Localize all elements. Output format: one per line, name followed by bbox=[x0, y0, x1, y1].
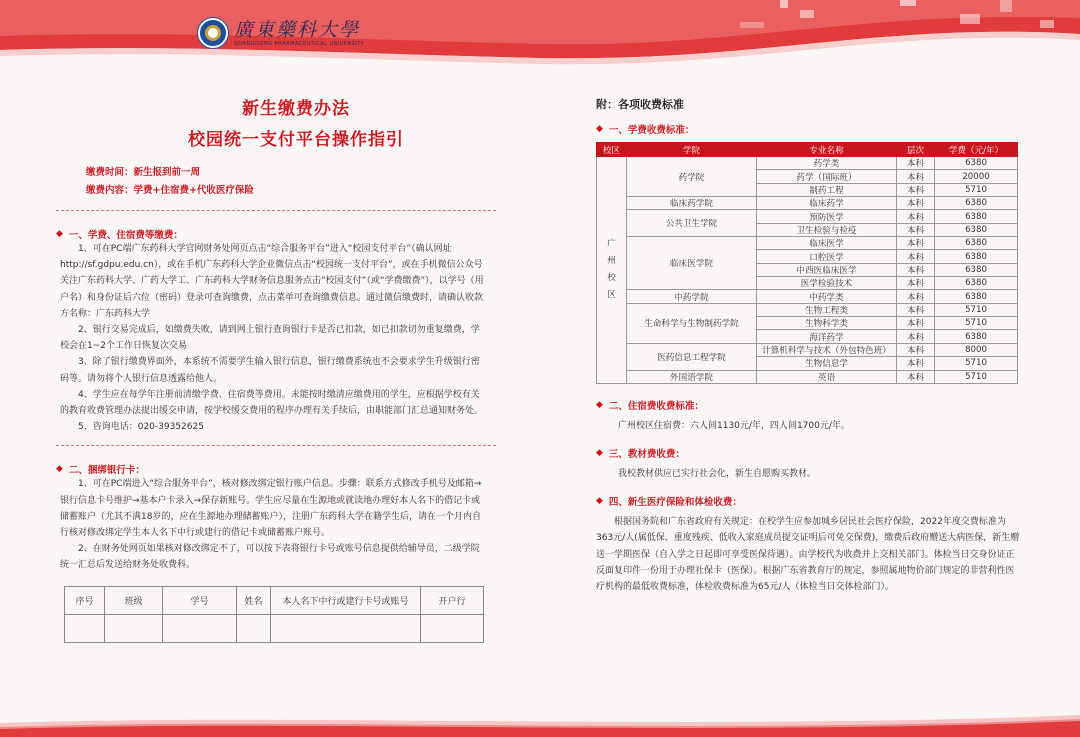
fee-cell: 5710 bbox=[935, 303, 1018, 316]
college-cell: 公共卫生学院 bbox=[627, 210, 757, 237]
dorm-fee-text: 广州校区住宿费：六人间1130元/年，四人间1700元/年。 bbox=[618, 420, 850, 431]
level-cell: 本科 bbox=[897, 357, 935, 370]
col-header: 学院 bbox=[627, 143, 757, 157]
college-cell: 中药学院 bbox=[627, 290, 757, 303]
fee-cell: 6380 bbox=[935, 277, 1018, 290]
major-cell: 中西医临床医学 bbox=[757, 263, 897, 276]
diamond-bullet-icon: ◆ bbox=[596, 124, 603, 134]
campus-cell: 广州校区 bbox=[597, 157, 627, 384]
college-cell: 药学院 bbox=[627, 157, 757, 197]
fee-cell: 5710 bbox=[935, 183, 1018, 196]
fee-cell: 20000 bbox=[935, 170, 1018, 183]
divider bbox=[56, 210, 496, 211]
col-header: 序号 bbox=[65, 586, 105, 614]
diamond-bullet-icon: ◆ bbox=[596, 496, 603, 507]
level-cell: 本科 bbox=[897, 317, 935, 330]
insurance-fee-text: 根据国务院和广东省政府有关规定：在校学生应参加城乡居民社会医疗保险，2022年度交费标准为363元/人(属低保、重度残疾、低收入家庭成员提交证明后可免交保费)，缴费后政府赠送大病医保，新生赠送一学期医保（自入学之日起即可享受医保待遇）。由学校代为收费并上交相关部门。体检当日交身份证正反面复印件一份用于办理社保卡（医保）。根据广东省教育厅的规定，参照属地物价部门规定的非营利性医疗机构的最低收费标准，体检收费标准为65元/人（体检当日交体检部门）。 bbox=[596, 517, 1020, 593]
table-row bbox=[597, 343, 1018, 356]
major-cell: 英语 bbox=[757, 370, 897, 383]
paragraph: 1、可在PC端进入“综合服务平台”，核对修改绑定银行账户信息。步骤：联系方式修改手机号及邮箱→银行信息卡号维护→基本户卡录入→保存新账号。学生应尽量在生源地或就读地办理好本人名下的借记卡或储蓄账户（尤其不满18岁的，应在生源地办理储蓄账户），注册广东药科大学在籍学生后，请在一个月内自行核对修改绑定学生本人名下中行或建行的借记卡或储蓄账户账号。 bbox=[60, 479, 482, 539]
table-row bbox=[597, 290, 1018, 303]
fee-cell: 6380 bbox=[935, 223, 1018, 236]
level-cell: 本科 bbox=[897, 223, 935, 236]
table-row bbox=[597, 370, 1018, 383]
level-cell: 本科 bbox=[897, 330, 935, 343]
paragraph: 1、可在PC端广东药科大学官网财务处网页点击“综合服务平台”进入“校园支付平台”（确认网址http://sf.gdpu.edu.cn），或在手机广东药科大学企业微信点击“校园统一支付平台”，或在手机微信公众号关注广东药科大学、广药大学工、广东药科大学财务信息服务点击“校园支付”（或“学费缴费”），以学号（用户名）和身份证后六位（密码）登录可查询缴费，点击菜单可查询缴费信息。通过微信缴费时，请确认收款方名称：广东药科大学 bbox=[60, 244, 484, 319]
footer-banner bbox=[0, 713, 1080, 737]
tuition-fee-table bbox=[596, 142, 1018, 384]
section-heading-text: 二、住宿费收费标准： bbox=[608, 400, 704, 412]
college-cell: 医药信息工程学院 bbox=[627, 343, 757, 370]
major-cell: 生物科学类 bbox=[757, 317, 897, 330]
university-logo bbox=[198, 18, 364, 48]
college-cell: 临床医学院 bbox=[627, 237, 757, 290]
major-cell: 卫生检验与检疫 bbox=[757, 223, 897, 236]
paragraph: 2、银行交易完成后，如缴费失败，请到网上银行查询银行卡是否已扣款，如已扣款切勿重复缴费，学校会在1~2个工作日恢复次交易 bbox=[60, 325, 480, 352]
right-column bbox=[596, 96, 1026, 595]
divider bbox=[56, 445, 496, 446]
major-cell: 临床药学 bbox=[757, 197, 897, 210]
col-header: 开户行 bbox=[421, 586, 484, 614]
col-header: 校区 bbox=[597, 143, 627, 157]
major-cell: 药学类 bbox=[757, 157, 897, 170]
major-cell: 预防医学 bbox=[757, 210, 897, 223]
level-cell: 本科 bbox=[897, 343, 935, 356]
fee-cell: 5710 bbox=[935, 317, 1018, 330]
col-header: 班级 bbox=[105, 586, 163, 614]
sub-title: 校园统一支付平台操作指引 bbox=[188, 130, 404, 150]
paragraph: 4、学生应在每学年注册前清缴学费、住宿费等费用。未能按时缴清应缴费用的学生，应根据学校有关的教育收费管理办法提出缓交申请，按学校缓交费用的程序办理有关手续后，由职能部门汇总通知财务处。 bbox=[60, 389, 484, 417]
diamond-bullet-icon: ◆ bbox=[596, 399, 603, 410]
fee-cell: 6380 bbox=[935, 290, 1018, 303]
university-seal-icon bbox=[198, 18, 228, 48]
col-header: 本人名下中行或建行卡号或账号 bbox=[271, 586, 421, 614]
major-cell: 生物信息学 bbox=[757, 357, 897, 370]
payment-meta bbox=[86, 164, 496, 200]
fee-cell: 6380 bbox=[935, 210, 1018, 223]
level-cell: 本科 bbox=[897, 263, 935, 276]
table-row bbox=[597, 197, 1018, 210]
table-row bbox=[65, 614, 484, 642]
table-header-row bbox=[65, 586, 484, 614]
major-cell: 医学检验技术 bbox=[757, 277, 897, 290]
section-heading-text: 四、新生医疗保险和体检收费： bbox=[608, 497, 742, 509]
payment-content: 缴费内容：学费+住宿费+代收医疗保险 bbox=[86, 185, 254, 196]
level-cell: 本科 bbox=[897, 277, 935, 290]
table-header-row bbox=[597, 143, 1018, 157]
section-heading-dorm bbox=[596, 398, 1026, 412]
bank-account-table bbox=[64, 586, 484, 643]
table-row bbox=[597, 303, 1018, 316]
major-cell: 口腔医学 bbox=[757, 250, 897, 263]
major-cell: 制药工程 bbox=[757, 183, 897, 196]
consult-phone: 5、咨询电话：020-39352625 bbox=[78, 422, 204, 433]
logo-english-name: GUANGDONG PHARMACEUTICAL UNIVERSITY bbox=[234, 41, 365, 47]
paragraph: 3、除了银行缴费界面外，本系统不需要学生输入银行信息，银行缴费系统也不会要求学生升级银行密码等。请勿将个人银行信息透露给他人。 bbox=[60, 357, 480, 384]
fee-cell: 5710 bbox=[935, 370, 1018, 383]
textbook-fee-text: 我校教材供应已实行社会化，新生自愿购买教材。 bbox=[618, 469, 817, 480]
level-cell: 本科 bbox=[897, 197, 935, 210]
level-cell: 本科 bbox=[897, 157, 935, 170]
main-title: 新生缴费办法 bbox=[242, 99, 350, 119]
col-header: 学号 bbox=[163, 586, 237, 614]
major-cell: 临床医学 bbox=[757, 237, 897, 250]
section-heading-fees bbox=[56, 227, 496, 241]
major-cell: 计算机科学与技术（外包特色班） bbox=[757, 343, 897, 356]
fee-cell: 8000 bbox=[935, 343, 1018, 356]
table-row bbox=[597, 157, 1018, 170]
col-header: 学费（元/年） bbox=[935, 143, 1018, 157]
header-banner bbox=[0, 0, 1080, 78]
paragraph: 2、在财务处网页如果核对修改绑定不了，可以按下表将银行卡号或账号信息提供给辅导员，二级学院统一汇总后发送给财务处收费科。 bbox=[60, 544, 480, 571]
college-cell: 外国语学院 bbox=[627, 370, 757, 383]
level-cell: 本科 bbox=[897, 237, 935, 250]
level-cell: 本科 bbox=[897, 210, 935, 223]
level-cell: 本科 bbox=[897, 250, 935, 263]
logo-chinese-name: 廣東藥科大學 bbox=[234, 19, 361, 41]
section-heading-text: 三、教材费收费： bbox=[608, 449, 685, 461]
level-cell: 本科 bbox=[897, 170, 935, 183]
fee-cell: 6380 bbox=[935, 157, 1018, 170]
diamond-bullet-icon: ◆ bbox=[56, 229, 63, 239]
major-cell: 中药学类 bbox=[757, 290, 897, 303]
section-heading-textbook bbox=[596, 446, 1026, 460]
section-heading-text: 一、学费、住宿费等缴费： bbox=[68, 230, 183, 241]
tuition-fee-body bbox=[597, 157, 1018, 384]
section-heading-text: 一、学费收费标准： bbox=[608, 125, 695, 136]
fee-cell: 6380 bbox=[935, 237, 1018, 250]
table-row bbox=[597, 237, 1018, 250]
level-cell: 本科 bbox=[897, 370, 935, 383]
college-cell: 生命科学与生物制药学院 bbox=[627, 303, 757, 343]
section-heading-text: 二、捆绑银行卡： bbox=[68, 465, 145, 477]
col-header: 层次 bbox=[897, 143, 935, 157]
major-cell: 药学（国际班） bbox=[757, 170, 897, 183]
fee-cell: 6380 bbox=[935, 330, 1018, 343]
section-heading-bank bbox=[56, 462, 496, 476]
fee-cell: 5710 bbox=[935, 357, 1018, 370]
fee-cell: 6380 bbox=[935, 263, 1018, 276]
left-column bbox=[56, 94, 496, 643]
level-cell: 本科 bbox=[897, 183, 935, 196]
fee-cell: 6380 bbox=[935, 250, 1018, 263]
section-heading-tuition bbox=[596, 122, 1026, 136]
col-header: 姓名 bbox=[237, 586, 271, 614]
diamond-bullet-icon: ◆ bbox=[56, 464, 63, 475]
major-cell: 生物工程类 bbox=[757, 303, 897, 316]
college-cell: 临床药学院 bbox=[627, 197, 757, 210]
fee-cell: 6380 bbox=[935, 197, 1018, 210]
payment-time: 缴费时间：新生报到前一周 bbox=[86, 167, 201, 178]
appendix-title: 附：各项收费标准 bbox=[596, 98, 684, 111]
major-cell: 海洋药学 bbox=[757, 330, 897, 343]
diamond-bullet-icon: ◆ bbox=[596, 448, 603, 459]
table-row bbox=[597, 210, 1018, 223]
level-cell: 本科 bbox=[897, 303, 935, 316]
section-heading-insurance bbox=[596, 494, 1026, 508]
col-header: 专业名称 bbox=[757, 143, 897, 157]
level-cell: 本科 bbox=[897, 290, 935, 303]
